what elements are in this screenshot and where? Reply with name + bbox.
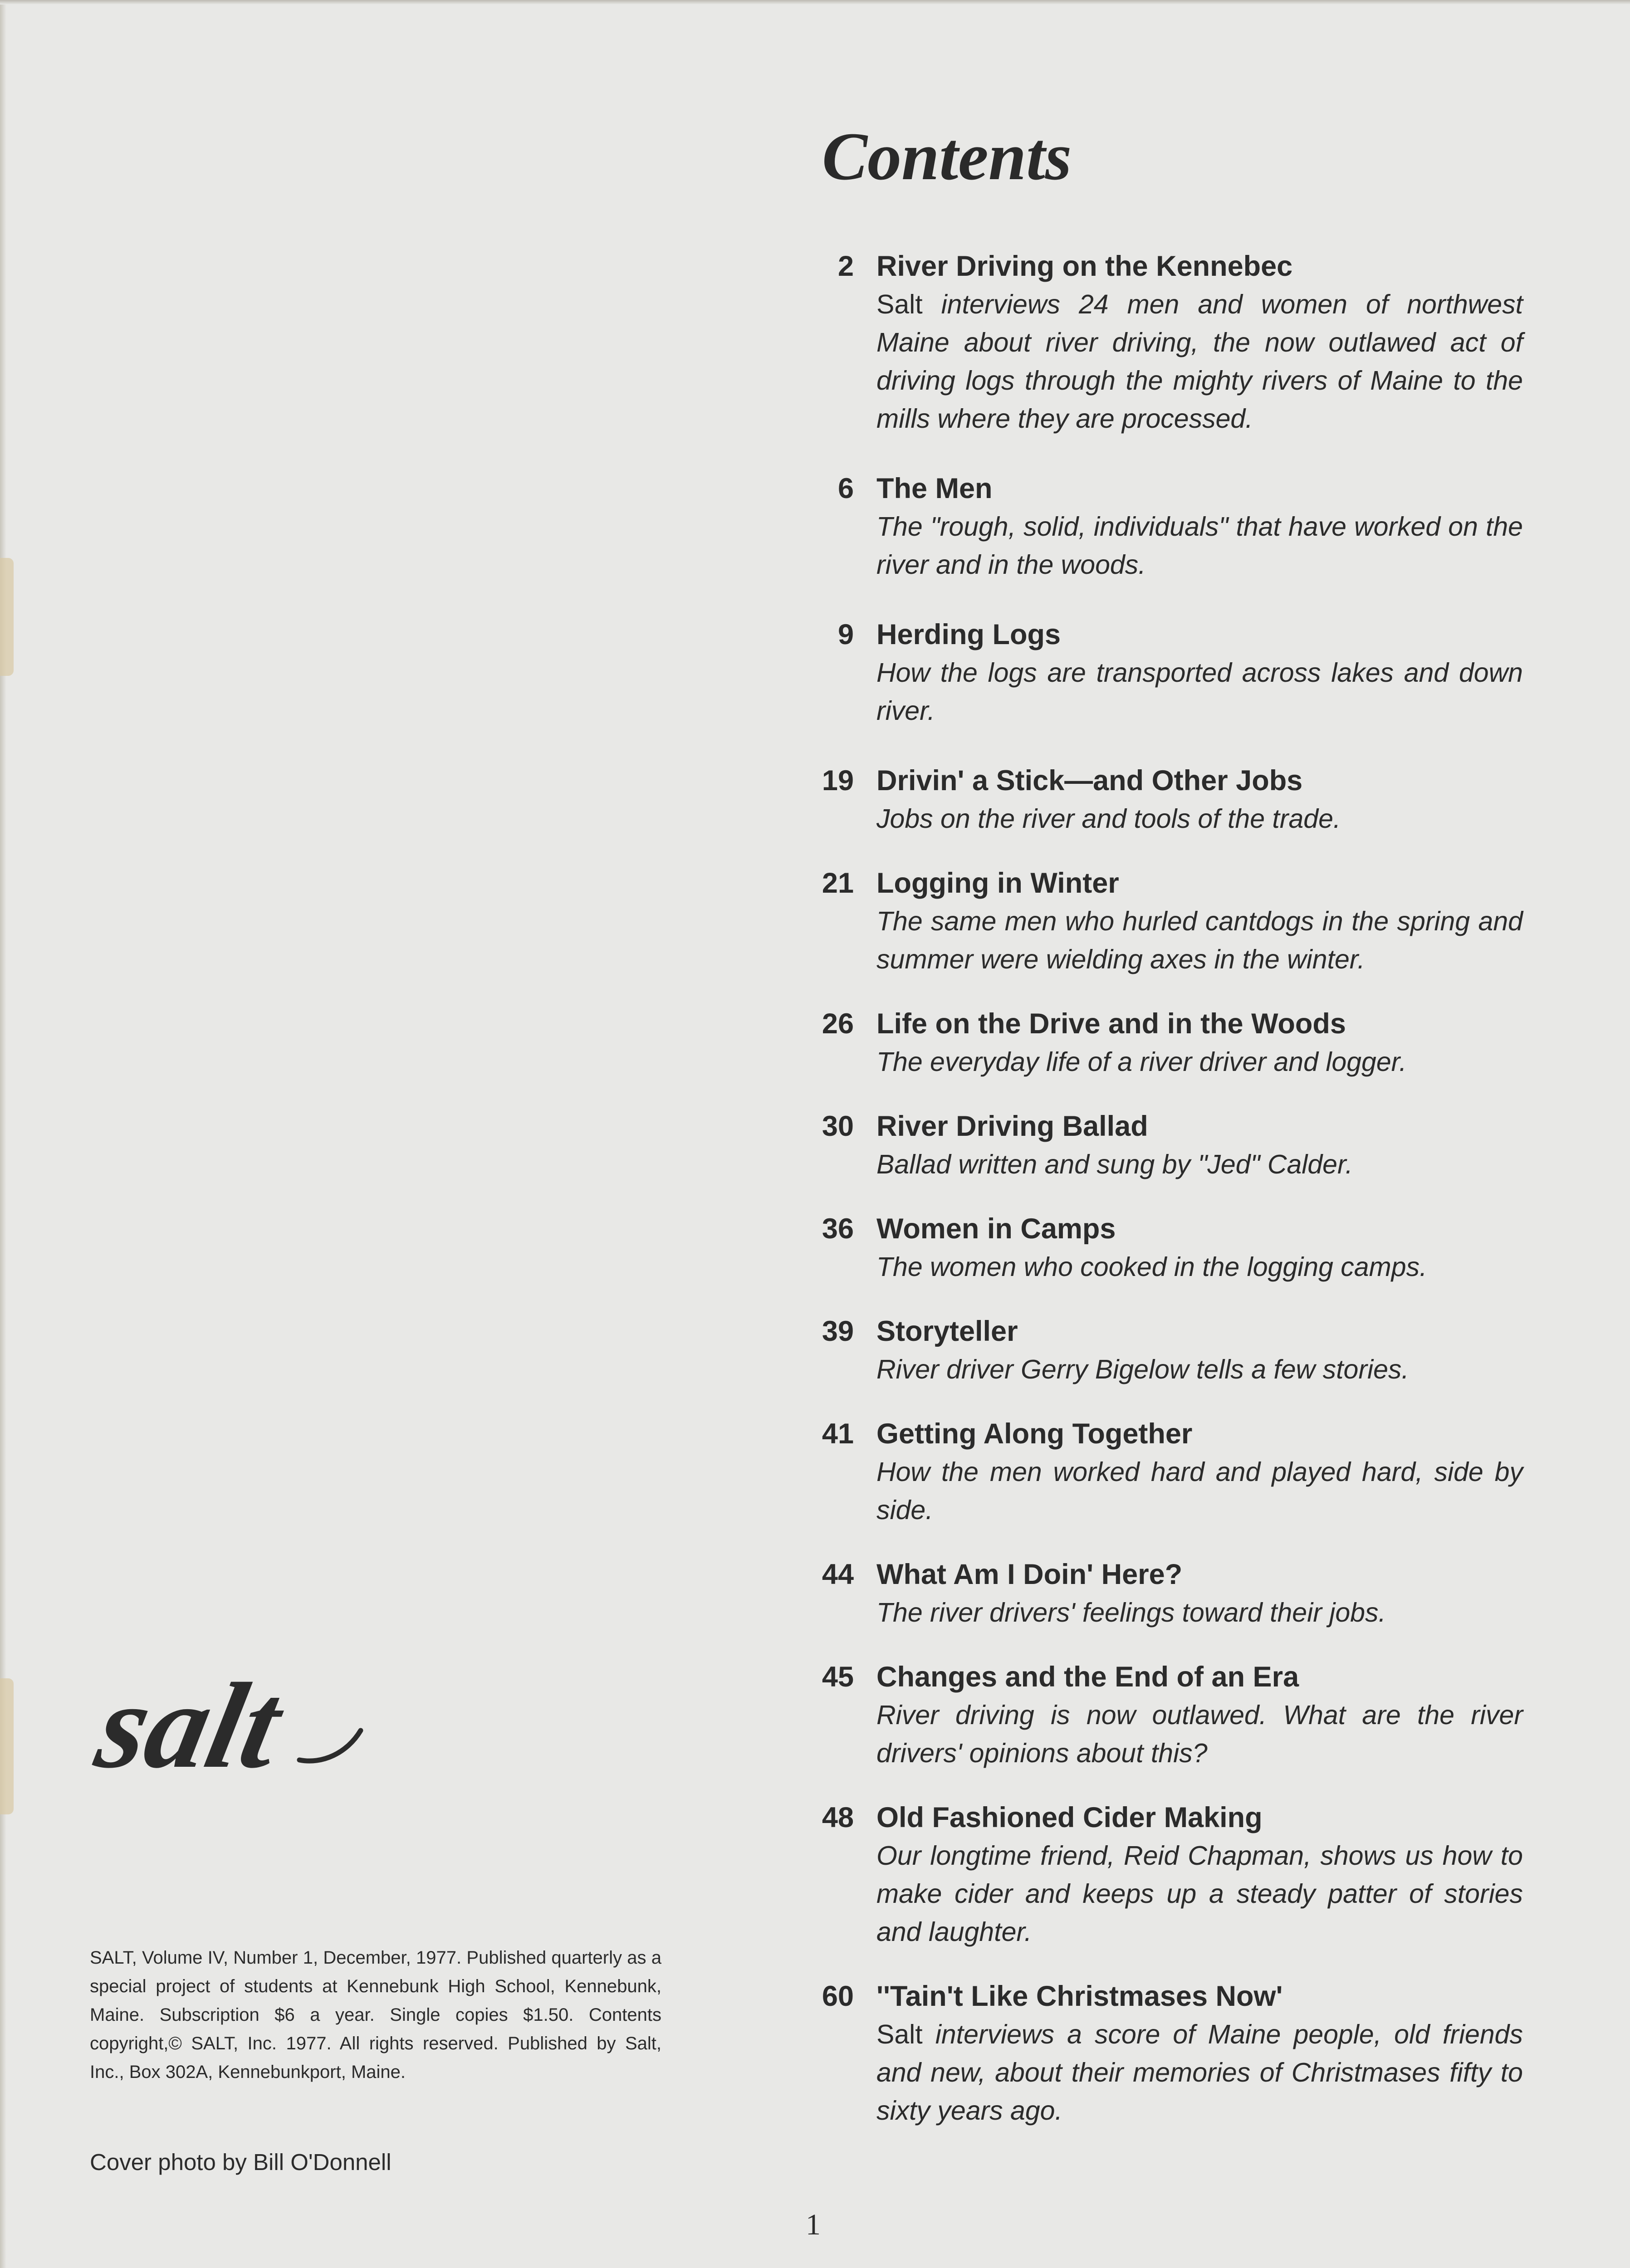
contents-heading: Contents [822, 119, 1072, 194]
page-edge [0, 0, 6, 2268]
binding-stain [0, 1678, 14, 1814]
entry-description-text: interviews a score of Maine people, old friends and new, about their memories of Christmases fifty to sixty years ago. [876, 2019, 1523, 2126]
table-of-contents [808, 247, 1533, 2130]
entry-page-number: 9 [837, 619, 854, 650]
toc-entry[interactable] [808, 469, 1533, 584]
toc-entry[interactable] [808, 864, 1533, 978]
entry-description-text: interviews 24 men and women of northwest Maine about river driving, the now outlawed act of driving logs through the mighty rivers of Maine to the mills where they are processed. [876, 289, 1523, 434]
entry-title: Changes and the End of an Era [876, 1661, 1299, 1693]
entry-page-number: 45 [822, 1661, 854, 1693]
entry-description: How the men worked hard and played hard, side by side. [876, 1457, 1523, 1525]
entry-description: How the logs are transported across lakes and down river. [876, 658, 1523, 726]
entry-page-number: 36 [822, 1213, 854, 1245]
entry-description: Jobs on the river and tools of the trade. [876, 804, 1341, 834]
entry-title: Old Fashioned Cider Making [876, 1802, 1263, 1833]
entry-title: Women in Camps [876, 1213, 1116, 1245]
page-number: 1 [806, 2208, 821, 2241]
toc-entry[interactable] [808, 1005, 1533, 1081]
toc-entry[interactable] [808, 1799, 1533, 1951]
salt-mention: Salt [876, 2019, 923, 2049]
entry-page-number: 60 [822, 1980, 854, 2012]
entry-title: The Men [876, 473, 993, 504]
colophon: SALT, Volume IV, Number 1, December, 1977. Published quarterly as a special project of students at Kennebunk High School, Kennebunk, Maine. Subscription $6 a year. Single copies $1.50. Contents copyright,© SALT, Inc. 1977. All rights reserved. Published by Salt, Inc., Box 302A, Kennebunkport, Maine. [90, 1948, 661, 2082]
entry-page-number: 39 [822, 1315, 854, 1347]
entry-page-number: 21 [822, 867, 854, 899]
toc-entry[interactable] [808, 247, 1533, 438]
toc-entry[interactable] [808, 616, 1533, 730]
entry-description: Our longtime friend, Reid Chapman, shows us how to make cider and keeps up a steady patter of stories and laughter. [876, 1841, 1523, 1947]
toc-entry[interactable] [808, 762, 1533, 838]
entry-description: The women who cooked in the logging camps. [876, 1252, 1427, 1282]
entry-title: River Driving on the Kennebec [876, 250, 1293, 282]
toc-entry[interactable] [808, 1415, 1533, 1529]
toc-entry[interactable] [808, 1658, 1533, 1772]
entry-description: The "rough, solid, individuals" that have worked on the river and in the woods. [876, 512, 1523, 580]
entry-description: River driving is now outlawed. What are the river drivers' opinions about this? [876, 1700, 1523, 1768]
entry-description: River driver Gerry Bigelow tells a few stories. [876, 1354, 1409, 1384]
entry-description [876, 285, 1523, 438]
entry-title: Life on the Drive and in the Woods [876, 1008, 1346, 1040]
entry-title: ''Tain't Like Christmases Now' [876, 1980, 1283, 2012]
entry-page-number: 41 [822, 1418, 854, 1450]
toc-entry[interactable] [808, 1312, 1533, 1388]
toc-entry[interactable] [808, 1977, 1533, 2130]
entry-page-number: 44 [822, 1559, 854, 1590]
entry-title: River Driving Ballad [876, 1110, 1148, 1142]
toc-entry[interactable] [808, 1210, 1533, 1286]
cover-photo-credit: Cover photo by Bill O'Donnell [90, 2149, 392, 2175]
entry-description: The river drivers' feelings toward their jobs. [876, 1598, 1386, 1628]
salt-mention: Salt [876, 289, 923, 319]
salt-logo-text: salt [86, 1658, 292, 1794]
entry-title: Herding Logs [876, 619, 1061, 650]
entry-title: What Am I Doin' Here? [876, 1559, 1183, 1590]
entry-page-number: 26 [822, 1008, 854, 1040]
entry-title: Logging in Winter [876, 867, 1119, 899]
top-edge-shadow [0, 0, 1630, 5]
entry-page-number: 2 [837, 250, 854, 282]
entry-title: Getting Along Together [876, 1418, 1193, 1450]
entry-title: Drivin' a Stick—and Other Jobs [876, 765, 1303, 797]
entry-page-number: 48 [822, 1802, 854, 1833]
entry-description [876, 2015, 1523, 2130]
entry-description: Ballad written and sung by "Jed" Calder. [876, 1149, 1353, 1179]
toc-entry[interactable] [808, 1555, 1533, 1632]
entry-description: The same men who hurled cantdogs in the spring and summer were wielding axes in the winter. [876, 906, 1523, 974]
binding-stain [0, 558, 14, 676]
toc-entry[interactable] [808, 1107, 1533, 1183]
entry-page-number: 19 [822, 765, 854, 797]
entry-title: Storyteller [876, 1315, 1018, 1347]
entry-page-number: 6 [837, 473, 854, 504]
entry-description: The everyday life of a river driver and logger. [876, 1047, 1407, 1077]
entry-page-number: 30 [822, 1110, 854, 1142]
logo-flourish [299, 1730, 361, 1761]
salt-logo [86, 1651, 367, 1805]
